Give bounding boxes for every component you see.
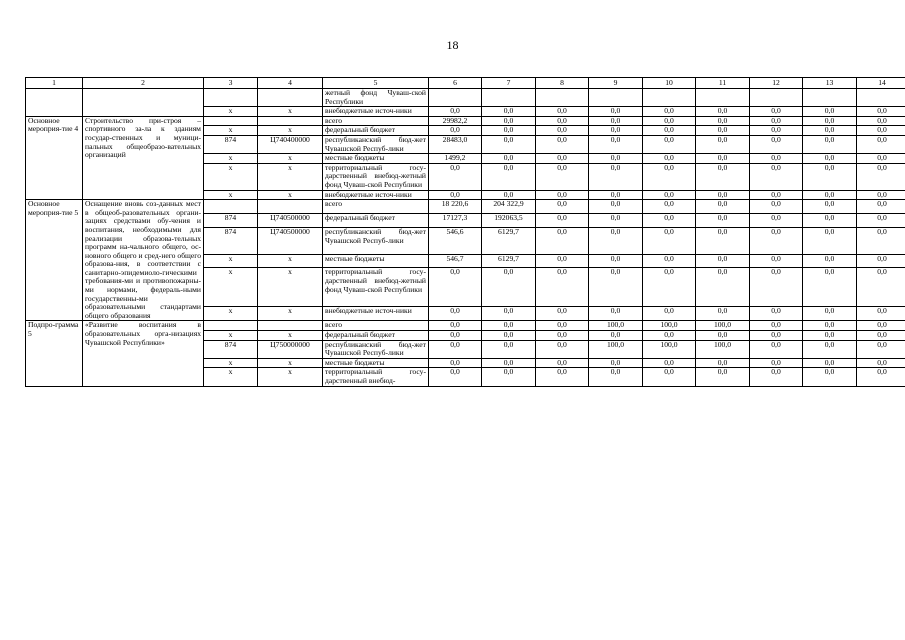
amount-cell: 0,0 bbox=[589, 228, 643, 254]
amount-cell: 0,0 bbox=[482, 135, 536, 153]
table-row bbox=[26, 116, 905, 126]
responsible-code-cell: 874 bbox=[204, 135, 258, 153]
amount-cell: 0,0 bbox=[536, 135, 589, 153]
column-header-cell: 6 bbox=[429, 78, 482, 89]
column-header-cell: 4 bbox=[258, 78, 323, 89]
amount-cell: 0,0 bbox=[429, 368, 482, 386]
amount-cell: 192063,5 bbox=[482, 214, 536, 228]
responsible-code-cell: x bbox=[204, 268, 258, 307]
amount-cell: 0,0 bbox=[803, 154, 857, 164]
amount-cell: 0,0 bbox=[857, 116, 905, 126]
amount-cell: 0,0 bbox=[803, 228, 857, 254]
amount-cell: 0,0 bbox=[696, 107, 750, 117]
amount-cell: 0,0 bbox=[429, 358, 482, 368]
amount-cell: 0,0 bbox=[857, 214, 905, 228]
amount-cell: 0,0 bbox=[536, 126, 589, 136]
amount-cell: 0,0 bbox=[482, 190, 536, 200]
amount-cell: 0,0 bbox=[536, 200, 589, 214]
responsible-code-cell bbox=[204, 321, 258, 331]
column-header-cell: 12 bbox=[750, 78, 803, 89]
amount-cell: 100,0 bbox=[589, 321, 643, 331]
responsible-code-cell: x bbox=[204, 307, 258, 321]
amount-cell: 0,0 bbox=[643, 254, 696, 268]
amount-cell: 100,0 bbox=[643, 340, 696, 358]
responsible-code-cell: x bbox=[204, 126, 258, 136]
amount-cell: 0,0 bbox=[589, 214, 643, 228]
amount-cell: 0,0 bbox=[696, 254, 750, 268]
amount-cell: 0,0 bbox=[643, 228, 696, 254]
amount-cell: 0,0 bbox=[696, 268, 750, 307]
amount-cell: 6129,7 bbox=[482, 228, 536, 254]
budget-code-cell: Ц740500000 bbox=[258, 228, 323, 254]
amount-cell bbox=[750, 89, 803, 107]
funding-source-cell: внебюджетные источ-ники bbox=[323, 107, 429, 117]
amount-cell: 546,6 bbox=[429, 228, 482, 254]
funding-source-cell: жетный фонд Чуваш-ской Республики bbox=[323, 89, 429, 107]
amount-cell: 0,0 bbox=[536, 321, 589, 331]
amount-cell: 0,0 bbox=[536, 368, 589, 386]
amount-cell: 0,0 bbox=[750, 358, 803, 368]
amount-cell: 0,0 bbox=[803, 116, 857, 126]
amount-cell: 0,0 bbox=[857, 200, 905, 214]
amount-cell: 0,0 bbox=[643, 268, 696, 307]
column-header-cell: 5 bbox=[323, 78, 429, 89]
column-header-cell: 3 bbox=[204, 78, 258, 89]
funding-source-cell: внебюджетные источ-ники bbox=[323, 307, 429, 321]
budget-code-cell: x bbox=[258, 190, 323, 200]
amount-cell: 0,0 bbox=[857, 368, 905, 386]
activity-type-cell bbox=[26, 89, 83, 117]
amount-cell: 0,0 bbox=[750, 107, 803, 117]
responsible-code-cell bbox=[204, 200, 258, 214]
amount-cell: 0,0 bbox=[857, 190, 905, 200]
activity-type-cell: Основное мероприя-тие 5 bbox=[26, 200, 83, 321]
amount-cell: 0,0 bbox=[803, 340, 857, 358]
amount-cell: 0,0 bbox=[643, 116, 696, 126]
amount-cell: 0,0 bbox=[696, 135, 750, 153]
amount-cell: 0,0 bbox=[857, 331, 905, 341]
funding-source-cell: всего bbox=[323, 321, 429, 331]
budget-code-cell: x bbox=[258, 368, 323, 386]
responsible-code-cell: x bbox=[204, 163, 258, 190]
responsible-code-cell bbox=[204, 89, 258, 107]
amount-cell: 0,0 bbox=[429, 268, 482, 307]
amount-cell: 100,0 bbox=[643, 321, 696, 331]
column-header-cell: 2 bbox=[83, 78, 204, 89]
activity-type-cell: Основное мероприя-тие 4 bbox=[26, 116, 83, 199]
table-row bbox=[26, 321, 905, 331]
budget-code-cell: x bbox=[258, 331, 323, 341]
amount-cell: 0,0 bbox=[536, 228, 589, 254]
budget-code-cell: Ц750000000 bbox=[258, 340, 323, 358]
amount-cell: 0,0 bbox=[429, 321, 482, 331]
amount-cell: 0,0 bbox=[750, 214, 803, 228]
amount-cell: 0,0 bbox=[536, 214, 589, 228]
amount-cell bbox=[857, 89, 905, 107]
amount-cell: 0,0 bbox=[750, 331, 803, 341]
amount-cell: 0,0 bbox=[750, 228, 803, 254]
amount-cell: 0,0 bbox=[589, 163, 643, 190]
amount-cell: 0,0 bbox=[482, 126, 536, 136]
amount-cell: 0,0 bbox=[482, 358, 536, 368]
amount-cell: 0,0 bbox=[696, 163, 750, 190]
responsible-code-cell: x bbox=[204, 107, 258, 117]
amount-cell: 0,0 bbox=[643, 163, 696, 190]
activity-name-cell: Строительство при-строя – спортивного за-ла к зданиям государ-ственных и муници-пальных общеобразо-вательных организаций bbox=[83, 116, 204, 199]
amount-cell: 0,0 bbox=[429, 163, 482, 190]
page-number: 18 bbox=[446, 38, 459, 52]
amount-cell bbox=[803, 89, 857, 107]
funding-source-cell: федеральный бюджет bbox=[323, 331, 429, 341]
amount-cell: 0,0 bbox=[803, 307, 857, 321]
budget-code-cell: Ц740500000 bbox=[258, 214, 323, 228]
amount-cell: 0,0 bbox=[536, 154, 589, 164]
amount-cell: 0,0 bbox=[589, 268, 643, 307]
responsible-code-cell: x bbox=[204, 358, 258, 368]
amount-cell: 0,0 bbox=[536, 254, 589, 268]
amount-cell: 0,0 bbox=[643, 107, 696, 117]
budget-code-cell bbox=[258, 89, 323, 107]
amount-cell: 0,0 bbox=[857, 107, 905, 117]
amount-cell: 0,0 bbox=[589, 200, 643, 214]
amount-cell: 0,0 bbox=[750, 307, 803, 321]
amount-cell: 0,0 bbox=[803, 268, 857, 307]
amount-cell: 0,0 bbox=[482, 154, 536, 164]
amount-cell: 0,0 bbox=[482, 268, 536, 307]
budget-code-cell bbox=[258, 200, 323, 214]
funding-source-cell: местные бюджеты bbox=[323, 154, 429, 164]
amount-cell: 17127,3 bbox=[429, 214, 482, 228]
responsible-code-cell: x bbox=[204, 368, 258, 386]
budget-table bbox=[25, 77, 905, 387]
amount-cell: 0,0 bbox=[750, 368, 803, 386]
amount-cell: 0,0 bbox=[857, 268, 905, 307]
amount-cell: 0,0 bbox=[589, 126, 643, 136]
budget-code-cell: x bbox=[258, 358, 323, 368]
budget-code-cell: x bbox=[258, 268, 323, 307]
amount-cell: 0,0 bbox=[589, 190, 643, 200]
amount-cell: 0,0 bbox=[589, 154, 643, 164]
amount-cell: 0,0 bbox=[482, 307, 536, 321]
responsible-code-cell: 874 bbox=[204, 228, 258, 254]
amount-cell bbox=[482, 89, 536, 107]
amount-cell: 0,0 bbox=[803, 254, 857, 268]
amount-cell: 0,0 bbox=[429, 190, 482, 200]
amount-cell: 0,0 bbox=[750, 268, 803, 307]
amount-cell: 0,0 bbox=[643, 214, 696, 228]
amount-cell: 0,0 bbox=[857, 307, 905, 321]
amount-cell bbox=[589, 89, 643, 107]
funding-source-cell: всего bbox=[323, 116, 429, 126]
amount-cell: 6129,7 bbox=[482, 254, 536, 268]
amount-cell: 0,0 bbox=[803, 200, 857, 214]
funding-source-cell: внебюджетные источ-ники bbox=[323, 190, 429, 200]
amount-cell bbox=[643, 89, 696, 107]
amount-cell: 0,0 bbox=[482, 107, 536, 117]
funding-source-cell: республиканский бюд-жет Чувашской Респуб-лики bbox=[323, 340, 429, 358]
responsible-code-cell: 874 bbox=[204, 214, 258, 228]
amount-cell: 0,0 bbox=[536, 190, 589, 200]
activity-type-cell: Подпро-грамма 5 bbox=[26, 321, 83, 386]
column-number-header bbox=[26, 78, 905, 89]
column-header-cell: 1 bbox=[26, 78, 83, 89]
amount-cell: 0,0 bbox=[803, 331, 857, 341]
amount-cell: 0,0 bbox=[803, 163, 857, 190]
amount-cell: 0,0 bbox=[482, 368, 536, 386]
funding-source-cell: территориальный госу-дарственный внебюд-жетный фонд Чуваш-ской Республики bbox=[323, 163, 429, 190]
responsible-code-cell: x bbox=[204, 190, 258, 200]
amount-cell: 0,0 bbox=[857, 154, 905, 164]
amount-cell: 0,0 bbox=[803, 358, 857, 368]
budget-code-cell bbox=[258, 116, 323, 126]
amount-cell: 28483,0 bbox=[429, 135, 482, 153]
amount-cell: 29982,2 bbox=[429, 116, 482, 126]
funding-source-cell: всего bbox=[323, 200, 429, 214]
responsible-code-cell: 874 bbox=[204, 340, 258, 358]
column-header-cell: 9 bbox=[589, 78, 643, 89]
amount-cell: 18 220,6 bbox=[429, 200, 482, 214]
amount-cell: 0,0 bbox=[750, 135, 803, 153]
amount-cell: 0,0 bbox=[589, 107, 643, 117]
column-header-cell: 14 bbox=[857, 78, 905, 89]
amount-cell: 0,0 bbox=[429, 107, 482, 117]
amount-cell: 0,0 bbox=[643, 307, 696, 321]
amount-cell bbox=[536, 89, 589, 107]
amount-cell: 0,0 bbox=[857, 358, 905, 368]
amount-cell: 0,0 bbox=[750, 163, 803, 190]
amount-cell: 0,0 bbox=[696, 368, 750, 386]
amount-cell: 0,0 bbox=[696, 200, 750, 214]
amount-cell: 0,0 bbox=[750, 116, 803, 126]
amount-cell: 0,0 bbox=[482, 331, 536, 341]
amount-cell: 0,0 bbox=[696, 126, 750, 136]
amount-cell: 0,0 bbox=[696, 331, 750, 341]
amount-cell: 0,0 bbox=[536, 307, 589, 321]
amount-cell: 1499,2 bbox=[429, 154, 482, 164]
amount-cell: 0,0 bbox=[536, 116, 589, 126]
amount-cell bbox=[696, 89, 750, 107]
activity-name-cell: «Развитие воспитания в образовательных орга-низациях Чувашской Республики» bbox=[83, 321, 204, 386]
amount-cell: 0,0 bbox=[643, 331, 696, 341]
budget-code-cell: x bbox=[258, 126, 323, 136]
column-header-cell: 13 bbox=[803, 78, 857, 89]
amount-cell: 0,0 bbox=[643, 126, 696, 136]
column-header-cell: 11 bbox=[696, 78, 750, 89]
amount-cell: 0,0 bbox=[589, 307, 643, 321]
amount-cell: 0,0 bbox=[857, 340, 905, 358]
amount-cell: 100,0 bbox=[589, 340, 643, 358]
amount-cell: 0,0 bbox=[536, 268, 589, 307]
amount-cell: 0,0 bbox=[429, 340, 482, 358]
amount-cell: 0,0 bbox=[857, 321, 905, 331]
column-header-cell: 10 bbox=[643, 78, 696, 89]
amount-cell: 0,0 bbox=[696, 154, 750, 164]
amount-cell: 0,0 bbox=[643, 358, 696, 368]
amount-cell: 0,0 bbox=[696, 358, 750, 368]
amount-cell: 0,0 bbox=[589, 254, 643, 268]
amount-cell: 0,0 bbox=[857, 163, 905, 190]
funding-source-cell: республиканский бюд-жет Чувашской Респуб-лики bbox=[323, 228, 429, 254]
amount-cell: 0,0 bbox=[857, 254, 905, 268]
amount-cell: 0,0 bbox=[589, 368, 643, 386]
amount-cell: 0,0 bbox=[803, 107, 857, 117]
budget-code-cell: x bbox=[258, 307, 323, 321]
funding-source-cell: территориальный госу-дарственный внебюд- bbox=[323, 368, 429, 386]
column-header-cell: 8 bbox=[536, 78, 589, 89]
responsible-code-cell: x bbox=[204, 254, 258, 268]
amount-cell: 0,0 bbox=[696, 214, 750, 228]
amount-cell: 0,0 bbox=[536, 331, 589, 341]
column-header-cell: 7 bbox=[482, 78, 536, 89]
amount-cell: 0,0 bbox=[429, 307, 482, 321]
funding-source-cell: местные бюджеты bbox=[323, 358, 429, 368]
budget-code-cell: x bbox=[258, 154, 323, 164]
amount-cell: 0,0 bbox=[536, 358, 589, 368]
amount-cell: 0,0 bbox=[803, 321, 857, 331]
budget-code-cell: x bbox=[258, 107, 323, 117]
budget-code-cell: x bbox=[258, 254, 323, 268]
amount-cell: 546,7 bbox=[429, 254, 482, 268]
amount-cell: 0,0 bbox=[482, 163, 536, 190]
budget-code-cell: Ц740400000 bbox=[258, 135, 323, 153]
amount-cell: 0,0 bbox=[803, 135, 857, 153]
table-row bbox=[26, 89, 905, 107]
amount-cell: 0,0 bbox=[589, 116, 643, 126]
budget-code-cell bbox=[258, 321, 323, 331]
amount-cell: 204 322,9 bbox=[482, 200, 536, 214]
amount-cell: 0,0 bbox=[643, 154, 696, 164]
amount-cell: 0,0 bbox=[643, 135, 696, 153]
amount-cell: 0,0 bbox=[750, 200, 803, 214]
amount-cell: 0,0 bbox=[696, 228, 750, 254]
amount-cell: 0,0 bbox=[750, 321, 803, 331]
amount-cell: 0,0 bbox=[536, 340, 589, 358]
amount-cell: 0,0 bbox=[536, 107, 589, 117]
amount-cell: 0,0 bbox=[750, 126, 803, 136]
amount-cell: 0,0 bbox=[696, 190, 750, 200]
funding-source-cell: территориальный госу-дарственный внебюд-жетный фонд Чуваш-ской Республики bbox=[323, 268, 429, 307]
amount-cell: 0,0 bbox=[643, 200, 696, 214]
amount-cell: 0,0 bbox=[803, 214, 857, 228]
amount-cell: 0,0 bbox=[750, 154, 803, 164]
amount-cell: 0,0 bbox=[857, 228, 905, 254]
amount-cell: 0,0 bbox=[803, 190, 857, 200]
funding-source-cell: федеральный бюджет bbox=[323, 126, 429, 136]
amount-cell bbox=[429, 89, 482, 107]
funding-source-cell: федеральный бюджет bbox=[323, 214, 429, 228]
funding-source-cell: республиканский бюд-жет Чувашской Респуб-лики bbox=[323, 135, 429, 153]
amount-cell: 0,0 bbox=[589, 358, 643, 368]
amount-cell: 0,0 bbox=[482, 340, 536, 358]
amount-cell: 0,0 bbox=[696, 307, 750, 321]
amount-cell: 0,0 bbox=[482, 116, 536, 126]
amount-cell: 0,0 bbox=[750, 190, 803, 200]
amount-cell: 100,0 bbox=[696, 321, 750, 331]
activity-name-cell: Оснащение вновь соз-данных мест в общеоб-разовательных органи-зациях средствами обу-чения и воспитания, необходимыми для реализации образова-тельных программ на-чального общего, ос-новного общего и сред-него общего образова-ния, в соответствии с санитарно-эпидемиоло-гическими требования-ми и противопожарны-ми нормами, федераль-ными государственны-ми образовательными стандартами общего образования bbox=[83, 200, 204, 321]
activity-name-cell bbox=[83, 89, 204, 117]
amount-cell: 0,0 bbox=[589, 331, 643, 341]
amount-cell: 100,0 bbox=[696, 340, 750, 358]
table-row bbox=[26, 200, 905, 214]
amount-cell: 0,0 bbox=[536, 163, 589, 190]
amount-cell: 0,0 bbox=[696, 116, 750, 126]
amount-cell: 0,0 bbox=[589, 135, 643, 153]
amount-cell: 0,0 bbox=[750, 340, 803, 358]
amount-cell: 0,0 bbox=[643, 190, 696, 200]
amount-cell: 0,0 bbox=[857, 135, 905, 153]
amount-cell: 0,0 bbox=[803, 126, 857, 136]
budget-code-cell: x bbox=[258, 163, 323, 190]
amount-cell: 0,0 bbox=[482, 321, 536, 331]
amount-cell: 0,0 bbox=[803, 368, 857, 386]
responsible-code-cell bbox=[204, 116, 258, 126]
amount-cell: 0,0 bbox=[429, 331, 482, 341]
amount-cell: 0,0 bbox=[857, 126, 905, 136]
responsible-code-cell: x bbox=[204, 154, 258, 164]
responsible-code-cell: x bbox=[204, 331, 258, 341]
amount-cell: 0,0 bbox=[750, 254, 803, 268]
amount-cell: 0,0 bbox=[643, 368, 696, 386]
funding-source-cell: местные бюджеты bbox=[323, 254, 429, 268]
amount-cell: 0,0 bbox=[429, 126, 482, 136]
